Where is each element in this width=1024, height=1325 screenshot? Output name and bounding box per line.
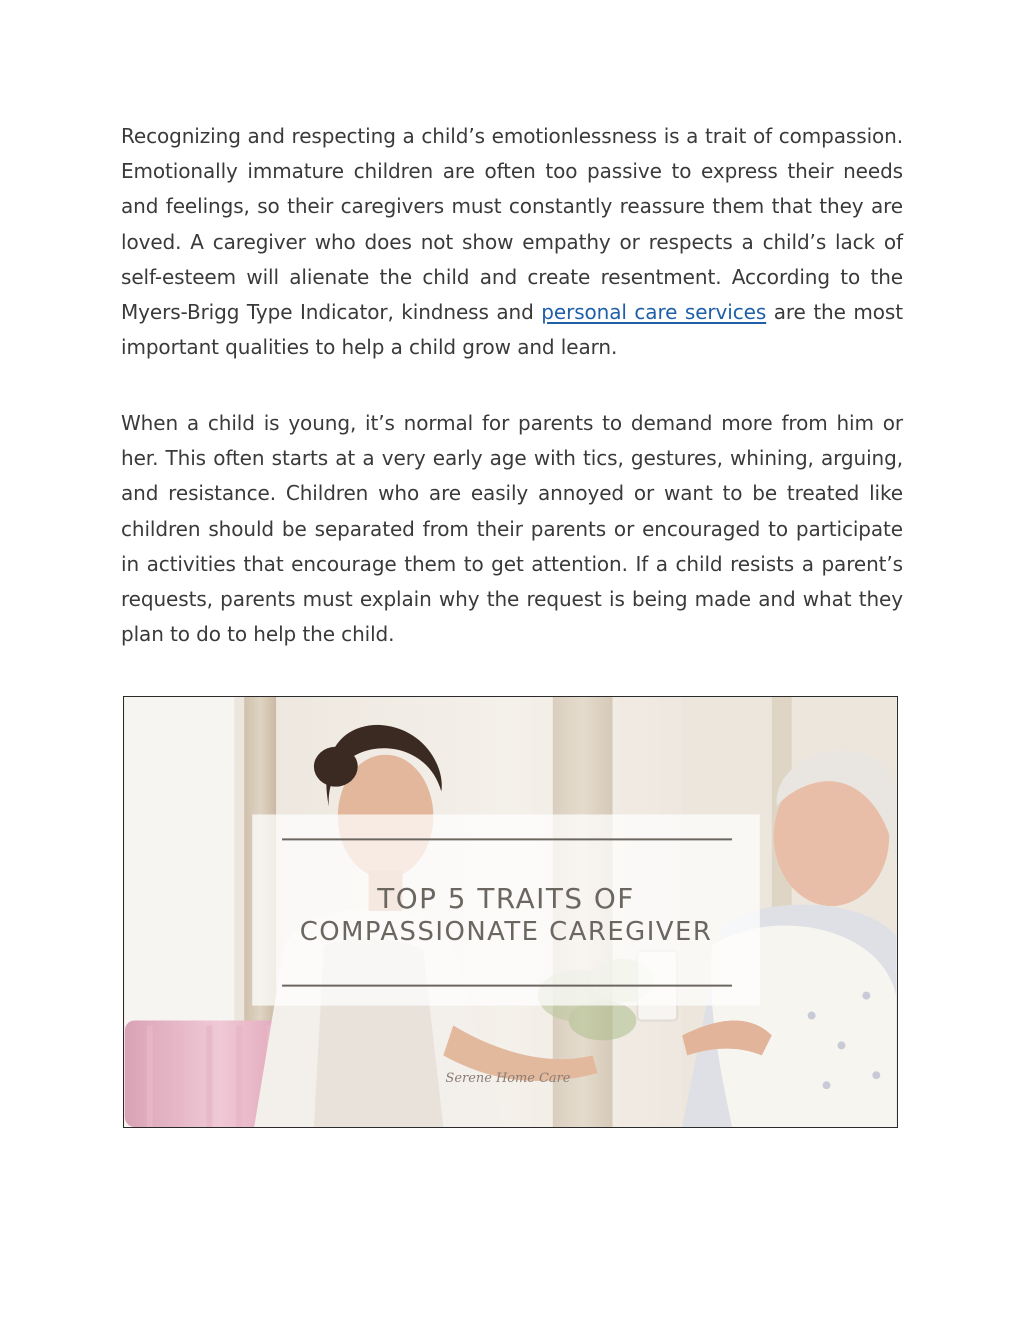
personal-care-services-link[interactable]: personal care services bbox=[541, 300, 767, 325]
paragraph-compassion bbox=[121, 119, 903, 365]
banner-title-line-1: TOP 5 TRAITS OF bbox=[377, 882, 635, 916]
caregiver-photo-illustration bbox=[124, 697, 897, 1127]
banner-title-line-2: COMPASSIONATE CAREGIVER bbox=[299, 916, 713, 947]
watermark-text: Serene Home Care bbox=[445, 1071, 571, 1087]
caregiver-photo bbox=[123, 696, 898, 1128]
paragraph-1-text-end: are the most important qualities to help a child grow and learn. bbox=[121, 300, 903, 360]
paragraph-young-child: When a child is young, it’s normal for parents to demand more from him or her. This often starts at a very early age with tics, gestures, whining, arguing, and resistance. Children who are easily annoyed or want to be treated like children should be separated from their parents or encouraged to participate in activities that encourage them to get attention. If a child resists a parent’s requests, parents must explain why the request is being made and what they plan to do to help the child. bbox=[121, 411, 903, 647]
paragraph-1-text-start: Recognizing and respecting a child’s emotionlessness is a trait of compassion. Emotionally immature children are often too passive to express their needs and feelings, so their caregivers must constantly reassure them that they are loved. A caregiver who does not show empathy or respects a child’s lack of self-esteem will alienate the child and create resentment. According to the Myers-Brigg Type Indicator, kindness and bbox=[121, 124, 903, 325]
